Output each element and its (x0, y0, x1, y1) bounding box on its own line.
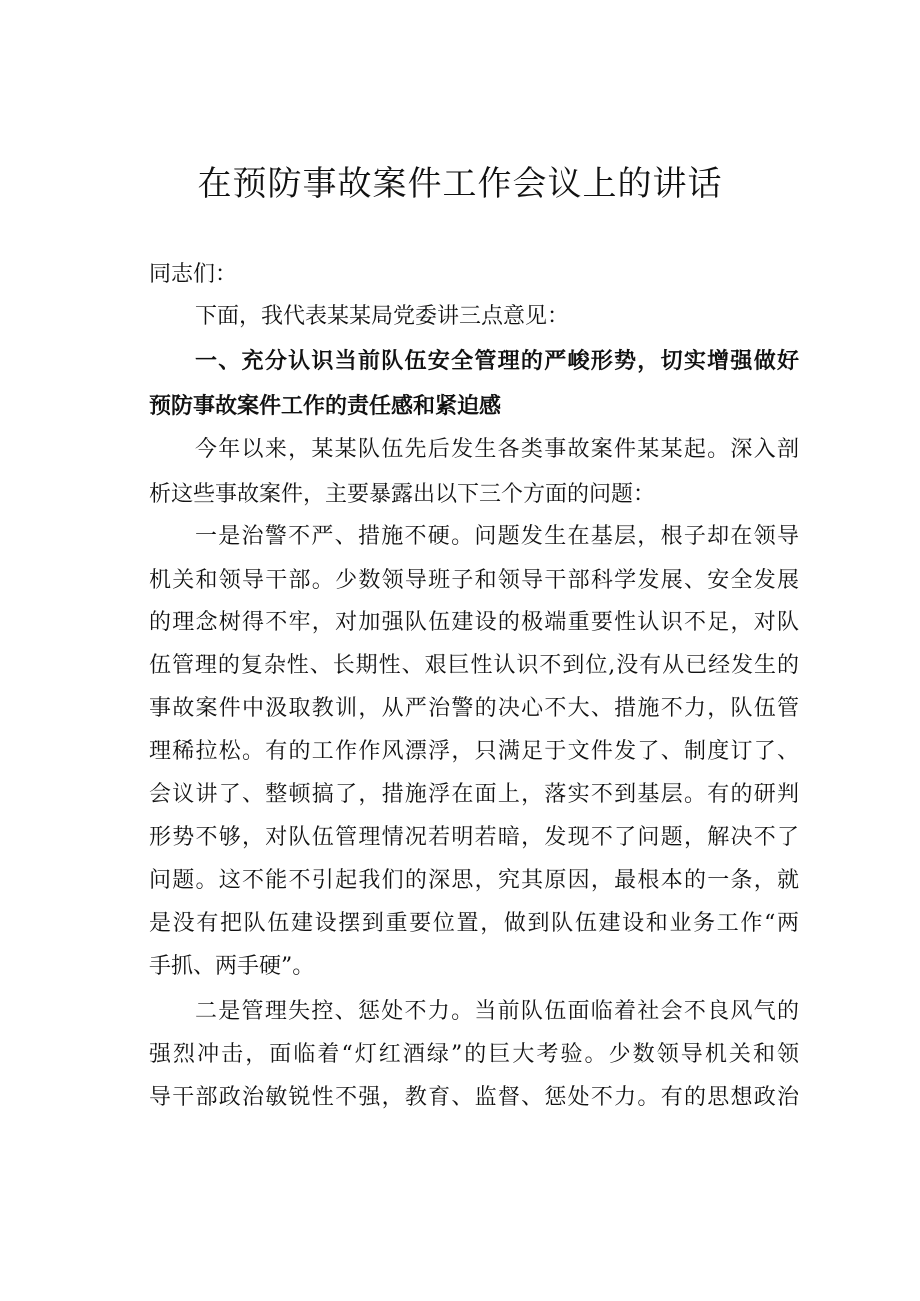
paragraph-line: 形势不够，对队伍管理情况若明若暗，发现不了问题，解决不了 (149, 825, 799, 850)
greeting-line: 同志们： (149, 262, 238, 287)
paragraph-line: 是没有把队伍建设摆到重要位置，做到队伍建设和业务工作“两 (149, 911, 799, 936)
paragraph-line: 一是治警不严、措施不硬。问题发生在基层，根子却在领导 (195, 524, 799, 549)
paragraph-line: 问题。这不能不引起我们的深思，究其原因，最根本的一条，就 (149, 868, 799, 893)
paragraph-line: 手抓、两手硬”。 (149, 954, 315, 979)
paragraph-line: 机关和领导干部。少数领导班子和领导干部科学发展、安全发展 (149, 568, 799, 593)
paragraph-line: 今年以来，某某队伍先后发生各类事故案件某某起。深入剖 (195, 437, 799, 462)
paragraph-line: 强烈冲击，面临着“灯红酒绿”的巨大考验。少数领导机关和领 (149, 1042, 799, 1067)
paragraph-line: 二是管理失控、惩处不力。当前队伍面临着社会不良风气的 (195, 999, 799, 1024)
section-heading-line: 预防事故案件工作的责任感和紧迫感 (149, 394, 502, 419)
paragraph-line: 理稀拉松。有的工作作风漂浮，只满足于文件发了、制度订了、 (149, 739, 799, 764)
section-heading-line: 一、充分认识当前队伍安全管理的严峻形势，切实增强做好 (195, 349, 799, 374)
paragraph-line: 会议讲了、整顿搞了，措施浮在面上，落实不到基层。有的研判 (149, 782, 799, 807)
paragraph-line: 的理念树得不牢，对加强队伍建设的极端重要性认识不足，对队 (149, 610, 799, 635)
paragraph-line: 析这些事故案件，主要暴露出以下三个方面的问题： (149, 482, 656, 507)
paragraph-line: 事故案件中汲取教训，从严治警的决心不大、措施不力，队伍管 (149, 696, 799, 721)
intro-paragraph: 下面，我代表某某局党委讲三点意见： (195, 304, 570, 329)
paragraph-line: 导干部政治敏锐性不强，教育、监督、惩处不力。有的思想政治 (149, 1085, 799, 1110)
paragraph-line: 伍管理的复杂性、长期性、艰巨性认识不到位,没有从已经发生的 (149, 653, 799, 678)
document-title: 在预防事故案件工作会议上的讲话 (197, 164, 723, 204)
